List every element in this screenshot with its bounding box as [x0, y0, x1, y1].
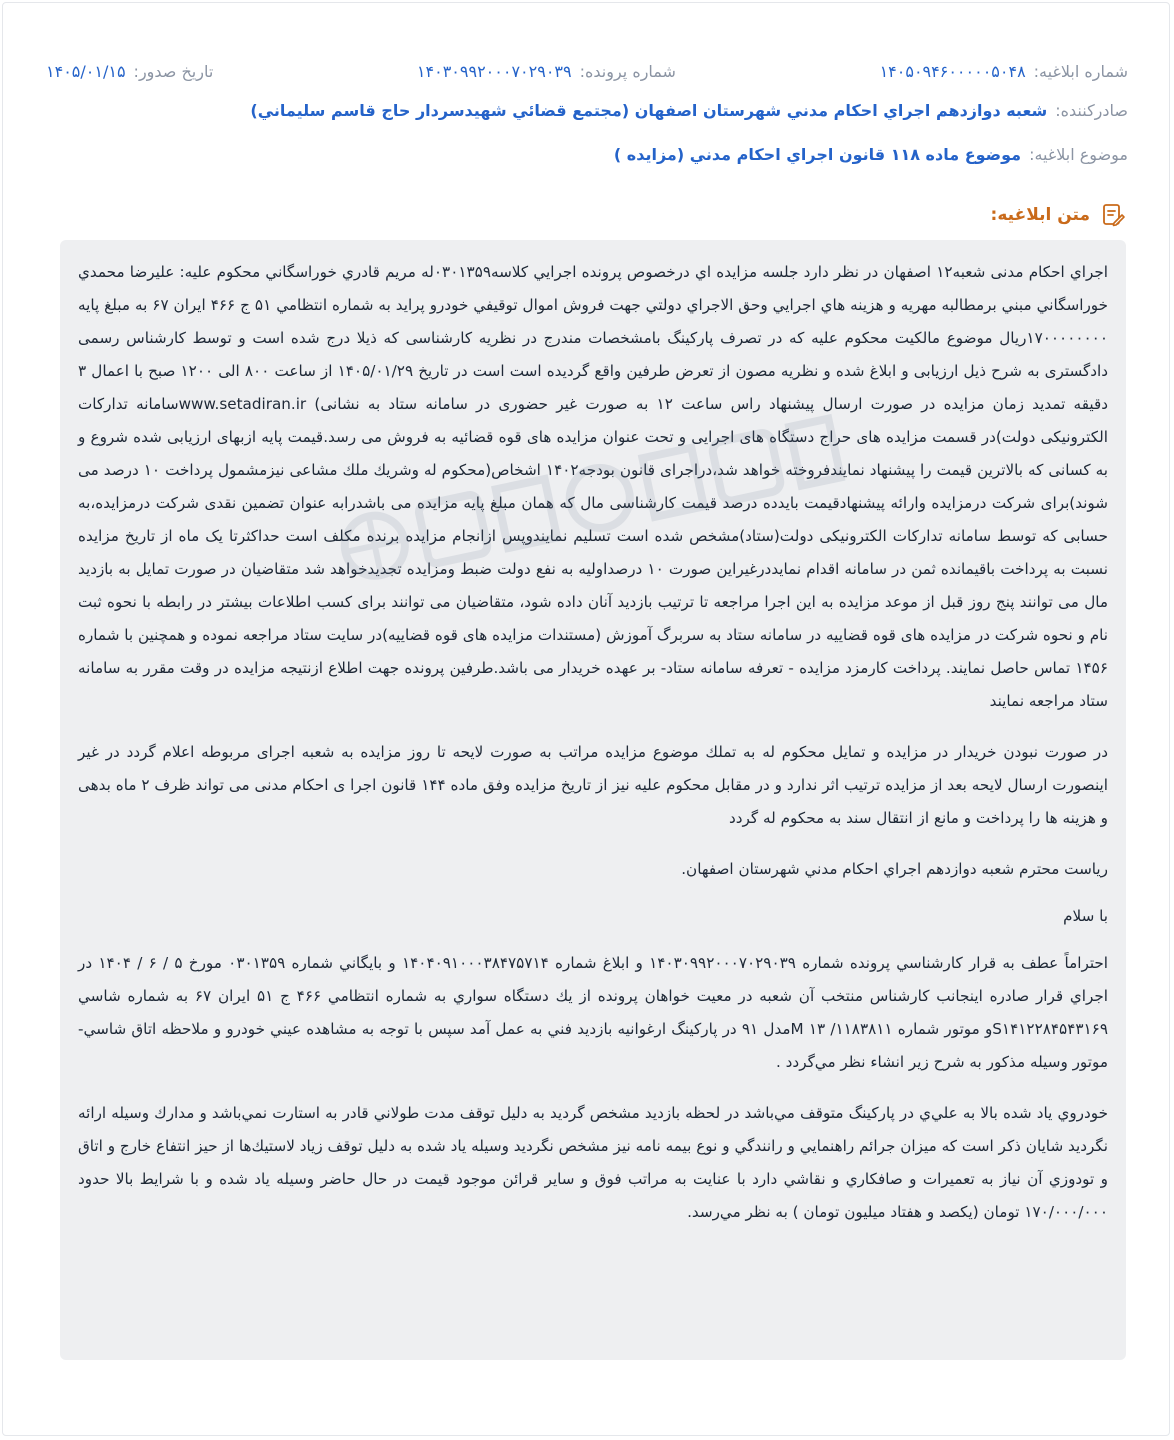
notice-body — [60, 240, 1126, 1360]
body-paragraph-5: احتراماً عطف به قرار كارشناسي پرونده شماره ۱۴۰۳۰۹۹۲۰۰۰۷۰۲۹۰۳۹ و ابلاغ شماره ۱۴۰۴۰۹۱۰۰۰۳۸۴۷۵۷۱۴ و بايگاني شماره ۰۳۰۱۳۵۹ مورخ ۵ / ۶ / ۱۴۰۴ در اجراي قرار صادره اينجانب كارشناس منتخب آن شعبه در معيت خواهان پرونده از يك دستگاه سواري به شماره انتظامي ۴۶۶ ج ۵۱ ايران ۶۷ به شماره شاسي S۱۴۱۲۲۸۴۵۴۳۱۶۹و موتور شماره ۱۱۸۳۸۱۱/ ۱۳ Mمدل ۹۱ در پاركينگ ارغوانيه بازديد فني به عمل آمد سپس با توجه به مشاهده عيني خودرو و ملاحظه اتاق شاسي- موتور وسيله مذكور به شرح زير انشاء نظر مي‌گردد . — [78, 954, 1109, 1071]
issuer-label: صادرکننده: — [1055, 100, 1128, 120]
meta-row — [46, 58, 1128, 84]
subject-value: موضوع ماده ۱۱۸ قانون اجراي احكام مدني (مزايده ) — [613, 144, 1022, 164]
body-paragraph-3: رياست محترم شعبه دوازدهم اجراي احكام مدني شهرستان اصفهان. — [681, 860, 1108, 878]
body-paragraph-6: خودروي ياد شده بالا به علي‌ي در پاركينگ متوقف مي‌باشد در لحظه بازديد مشخص گرديد به دليل توقف مدت طولاني قادر به استارت نمي‌باشد و مدارك وسيله ارائه نگرديد شايان ذكر است كه ميزان جرائم راهنمايي و رانندگي و نوع بيمه نامه نيز مشخص نگرديد وسيله ياد شده به دليل توقف زياد لاستيك‌ها از حيز انتفاع خارج و اتاق و تودوزي آن نياز به تعميرات و صافكاري و نقاشي دارد با عنايت به مراتب فوق و ساير قرائن موجود قيمت در حال حاضر وسيله ياد شده و با شرايط بالا حدود ۱۷۰/۰۰۰/۰۰۰ تومان (يكصد و هفتاد ميليون تومان ) به نظر مي‌رسد. — [78, 1104, 1108, 1221]
case-number-label: شماره پرونده: — [579, 61, 676, 81]
body-paragraph-4: با سلام — [1063, 907, 1108, 925]
case-number-value: ۱۴۰۳۰۹۹۲۰۰۰۷۰۲۹۰۳۹ — [416, 61, 572, 81]
body-paragraph-2: در صورت نبودن خريدار در مزايده و تمايل محكوم له به تملك موضوع مزايده مراتب به صورت لايحه تا روز مزايده به شعبه اجرای مربوطه اعلام گردد در غير اينصورت ارسال لايحه بعد از مزايده ترتيب اثر ندارد و در مقابل محكوم عليه نيز از تاريخ مزايده وفق ماده ۱۴۴ قانون اجرا ی احكام مدنی می تواند ظرف ۲ ماه بدهی و هزينه ها را پرداخت و مانع از انتقال سند به محكوم له گردد — [78, 743, 1108, 827]
notice-number — [880, 62, 1128, 81]
section-title: متن ابلاغيه: — [990, 205, 1090, 225]
issue-date-label: تاريخ صدور: — [133, 61, 214, 81]
subject-label: موضوع ابلاغيه: — [1029, 144, 1128, 164]
issuer-line — [46, 97, 1128, 123]
document-edit-icon — [1100, 202, 1126, 228]
section-heading — [991, 200, 1126, 230]
issue-date — [46, 62, 213, 81]
issue-date-value: ۱۴۰۵/۰۱/۱۵ — [46, 61, 126, 81]
notice-number-value: ۱۴۰۵۰۹۴۶۰۰۰۰۰۵۰۴۸ — [879, 61, 1026, 81]
notice-number-label: شماره ابلاغيه: — [1033, 61, 1128, 81]
subject-line — [46, 141, 1128, 167]
issuer-value: شعبه دوازدهم اجراي احكام مدني شهرستان اصفهان (مجتمع قضائي شهيدسردار حاج قاسم سليماني) — [250, 100, 1048, 120]
case-number — [417, 62, 676, 81]
body-paragraph-1: اجراي احكام مدنی شعبه۱۲ اصفهان در نظر دارد جلسه مزايده اي درخصوص پرونده اجرايي كلاسه۰۳۰۱۳۵۹له مريم قادري خوراسگاني محكوم عليه: عليرضا محمدي خوراسگاني مبني برمطالبه مهريه و هزينه هاي اجرايي وحق الاجراي دولتي جهت فروش اموال توقيفي خودرو پرايد به شماره انتظامي ۵۱ ج ۴۶۶ ايران ۶۷ به مبلغ پايه ۱۷۰۰۰۰۰۰۰۰ريال موضوع مالكيت محكوم عليه كه در تصرف پاركينگ بامشخصات مندرج در نظريه كارشناسی كه ذيلا درج شده است و توسط كارشناس رسمی دادگستری به شرح ذيل ارزيابی و ابلاغ شده و نظريه مصون از تعرض طرفين واقع گرديده است است در تاريخ ۱۴۰۵/۰۱/۲۹ از ساعت ۸۰۰ الی ۱۲۰۰ صبح با اعمال ۳ دقيقه تمديد زمان مزايده در صورت ارسال پيشنهاد راس ساعت ۱۲ به صورت غير حضوری در سامانه ستاد به نشانی) www.setadiran.irسامانه تداركات الكترونيكی دولت)در قسمت مزايده های حراج دستگاه های اجرايی و تحت عنوان مزايده های قوه قضائيه به فروش می رسد.قيمت پايه ازبهای ارزيابی شده شروع و به كسانی كه بالاترين قيمت را پيشنهاد نمايندفروخته خواهد شد،دراجرای قانون بودجه۱۴۰۲ اشخاص(محكوم له وشريك ملك مشاعی نيزمشمول پرداخت ۱۰ درصد می شوند)برای شركت درمزايده وارائه پيشنهادقيمت بايدده درصد قيمت كارشناسی مال كه همان مبلغ پايه مزايده می باشدرابه عنوان تضمين نقدی شركت درمزايده،به حسابی كه توسط سامانه تداركات الكترونيكی دولت(ستاد)مشخص شده است تسليم نمايندوپس ازانجام مزايده برنده مكلف است حداكثرتا يک ماه از تاريخ مزايده نسبت به پرداخت باقيمانده ثمن در سامانه اقدام نمايددرغيراين صورت ۱۰ درصداوليه به نفع دولت ضبط ومزايده تجديدخواهد شد متقاضيان در صورت تمايل به بازديد مال می توانند پنج روز قبل از موعد مزايده به اين اجرا مراجعه تا ترتيب بازديد آنان داده شود، متقاضيان می توانند برای كسب اطلاعات بيشتر در رابطه با نحوه ثبت نام و نحوه شركت در مزايده های قوه قضاييه در سامانه ستاد به سربرگ آموزش (مستندات مزايده های قوه قضاييه)در سايت ستاد مراجعه نموده و همچنين با شماره ۱۴۵۶ تماس حاصل نمايند. پرداخت كارمزد مزايده - تعرفه سامانه ستاد- بر عهده خريدار می باشد.طرفين پرونده جهت اطلاع ازنتيجه مزايده در وقت مقرر به سامانه ستاد مراجعه نمايند — [78, 263, 1109, 710]
